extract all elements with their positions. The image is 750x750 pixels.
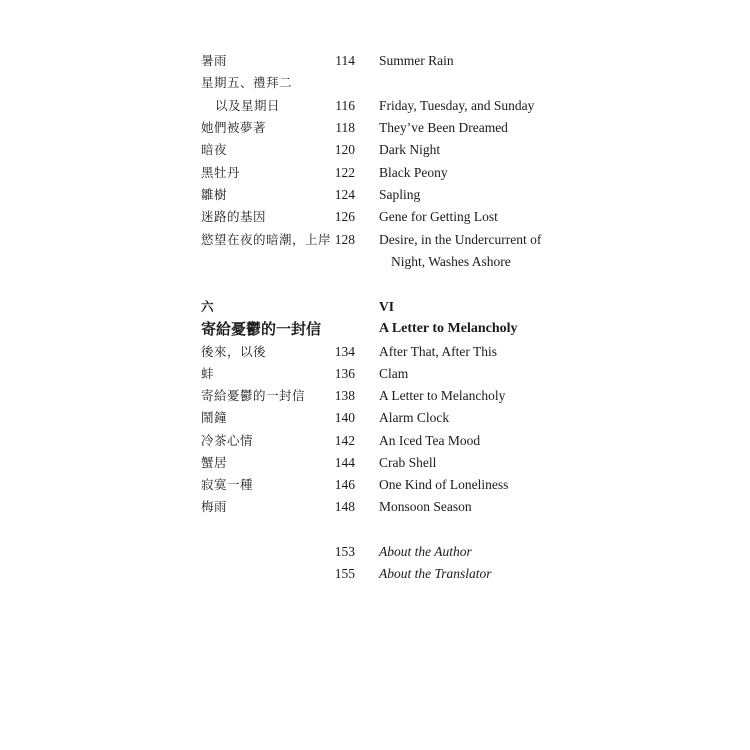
toc-entry — [0, 408, 750, 430]
section-title-chinese: 寄給憂鬱的一封信 — [201, 320, 322, 338]
toc-entry-page-number: 128 — [334, 232, 355, 247]
toc-entry-page-number: 148 — [334, 499, 355, 514]
toc-entry-english-title: They’ve Been Dreamed — [379, 120, 508, 135]
toc-entry-english-title: Black Peony — [379, 165, 448, 180]
toc-entry-page-number: 124 — [334, 187, 355, 202]
toc-entry-chinese-title: 蟹居 — [201, 455, 228, 470]
toc-entry-page-number: 118 — [335, 120, 355, 135]
toc-entry-page-number: 114 — [335, 53, 355, 68]
toc-entry-page-number: 142 — [334, 433, 355, 448]
toc-entry — [0, 51, 750, 73]
about-the-translator-entry: About the Translator — [379, 566, 492, 581]
toc-entry-chinese-title: 暑雨 — [201, 53, 228, 68]
toc-back-matter-entry — [0, 542, 750, 564]
toc-entry — [0, 185, 750, 207]
toc-entry-chinese-title: 寄給憂鬱的一封信 — [201, 388, 306, 403]
toc-entry — [0, 431, 750, 453]
toc-entry-chinese-title: 後來，以後 — [201, 344, 267, 359]
toc-entry-english-title: One Kind of Loneliness — [379, 477, 509, 492]
toc-entry-english-title: Gene for Getting Lost — [379, 209, 498, 224]
section-number-roman: VI — [379, 299, 395, 314]
toc-entry — [0, 453, 750, 475]
toc-entry-english-title-continued: Night, Washes Ashore — [391, 254, 511, 269]
toc-back-matter-entry — [0, 564, 750, 586]
toc-entry-page-number: 134 — [334, 344, 355, 359]
toc-entry-page-number: 120 — [334, 142, 355, 157]
section-number-chinese: 六 — [201, 299, 214, 314]
toc-entry-chinese-title: 慾望在夜的暗潮，上岸 — [201, 232, 332, 247]
toc-entry-chinese-title: 黑牡丹 — [201, 165, 241, 180]
toc-entry-page-number: 144 — [334, 455, 355, 470]
toc-entry — [0, 73, 750, 95]
toc-entry-english-title: Sapling — [379, 187, 421, 202]
toc-entry-english-title: Monsoon Season — [379, 499, 472, 514]
toc-entry-page-number: 116 — [335, 98, 355, 113]
toc-entry-chinese-title: 梅雨 — [201, 499, 228, 514]
toc-entry-chinese-title: 蚌 — [201, 366, 215, 381]
section-title-english: A Letter to Melancholy — [379, 321, 518, 336]
toc-entry-page-number: 146 — [334, 477, 355, 492]
toc-entry-chinese-title: 迷路的基因 — [201, 209, 267, 224]
toc-entry — [0, 364, 750, 386]
toc-entry-chinese-title-continued: 以及星期日 — [215, 98, 281, 113]
toc-entry-english-title: Crab Shell — [379, 455, 437, 470]
section-number-row — [0, 297, 750, 319]
toc-entry-page-number: 138 — [334, 388, 355, 403]
toc-entry-english-title: A Letter to Melancholy — [379, 388, 506, 403]
toc-entry-page-number: 122 — [334, 165, 355, 180]
toc-entry — [0, 96, 750, 118]
toc-entry — [0, 342, 750, 364]
toc-entry-page-number: 126 — [334, 209, 355, 224]
section-title-row — [0, 318, 750, 340]
toc-entry — [0, 497, 750, 519]
toc-entry-english-title: Clam — [379, 366, 409, 381]
toc-entry-chinese-title: 冷茶心情 — [201, 433, 254, 448]
toc-entry-english-title: Friday, Tuesday, and Sunday — [379, 98, 535, 113]
toc-entry-english-title: Summer Rain — [379, 53, 454, 68]
toc-entry-english-title: After That, After This — [379, 344, 497, 359]
toc-entry-chinese-title: 寂寞一種 — [201, 477, 254, 492]
toc-entry-chinese-title: 鬧鐘 — [201, 410, 228, 425]
toc-entry — [0, 118, 750, 140]
toc-entry — [0, 140, 750, 162]
toc-entry-chinese-title: 雛樹 — [201, 187, 228, 202]
toc-entry-page-number: 136 — [334, 366, 355, 381]
toc-entry-chinese-title: 星期五、禮拜二 — [201, 75, 293, 90]
toc-entry-english-title: Desire, in the Undercurrent of — [379, 232, 542, 247]
toc-entry-chinese-title: 暗夜 — [201, 142, 228, 157]
toc-entry — [0, 252, 750, 274]
toc-entry — [0, 207, 750, 229]
toc-entry-page-number: 153 — [334, 544, 355, 559]
toc-entry — [0, 475, 750, 497]
toc-entry — [0, 163, 750, 185]
toc-entry-english-title: Dark Night — [379, 142, 441, 157]
toc-entry-english-title: Alarm Clock — [379, 410, 450, 425]
toc-entry — [0, 230, 750, 252]
toc-entry-page-number: 140 — [334, 410, 355, 425]
toc-entry-english-title: An Iced Tea Mood — [379, 433, 481, 448]
about-the-author-entry: About the Author — [379, 544, 472, 559]
toc-entry-chinese-title: 她們被夢著 — [201, 120, 267, 135]
toc-entry — [0, 386, 750, 408]
toc-entry-page-number: 155 — [334, 566, 355, 581]
